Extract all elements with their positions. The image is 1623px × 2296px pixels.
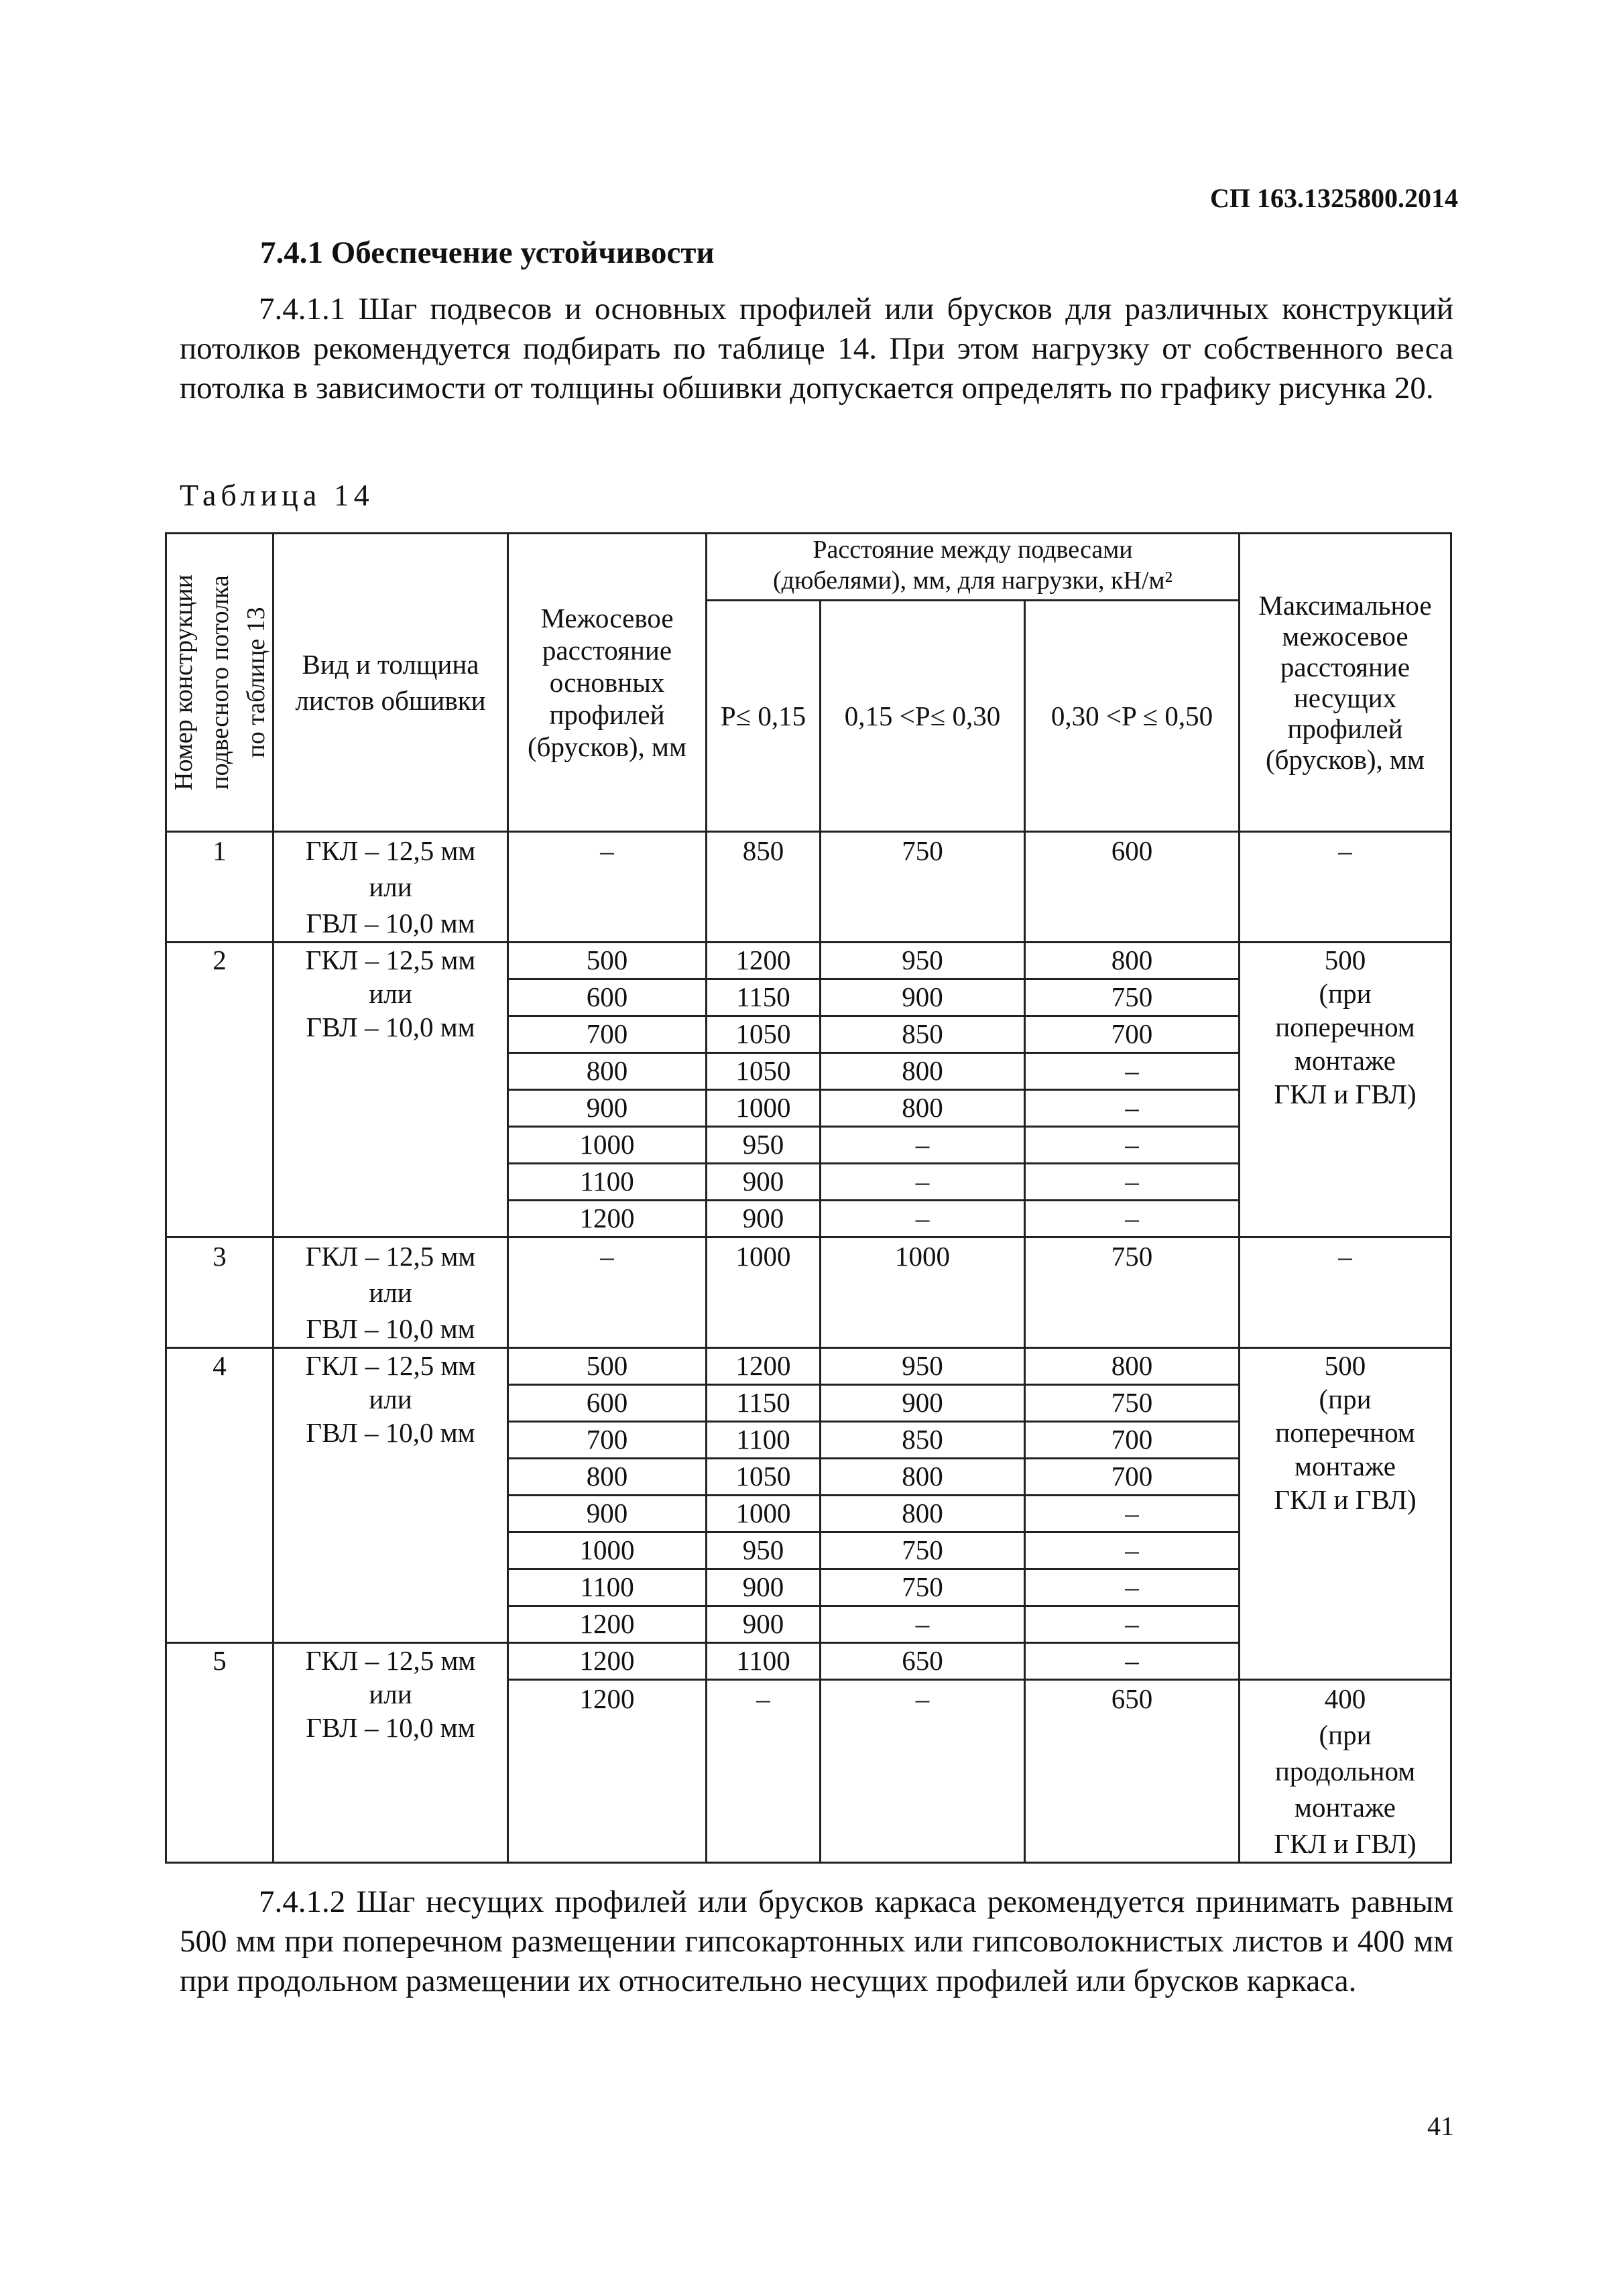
table-row: 1200 900 – – [166, 1606, 1451, 1643]
paragraph-7-4-1-1: 7.4.1.1 Шаг подвесов и основных профилей или брусков для различных конструкций потолков рекомендуется подбирать по таблице 14. При этом нагрузку от собственного веса потолка в зависимости от толщины обшивки допускается определять по графику рисунка 20. [180, 292, 1453, 406]
paragraph-7-4-1-2: 7.4.1.2 Шаг несущих профилей или брусков каркаса рекомендуется принимать равным 500 мм при поперечном размещении гипсокартонных или гипсоволокнистых листов и 400 мм при продольном размещении их относительно несущих профилей или брусков каркаса. [180, 1884, 1453, 1998]
table-row: 2 ГКЛ – 12,5 мм или ГВЛ – 10,0 мм 500 1200 950 800 500 (при поперечном монтаже ГКЛ и ГВЛ) [166, 943, 1451, 979]
table-row: 700 1100 850 700 [166, 1422, 1451, 1459]
header-construction-no: Номер конструкции подвесного потолка по таблице 13 [166, 534, 274, 832]
table-row: 1100 900 750 – [166, 1569, 1451, 1606]
header-load-1: P≤ 0,15 [707, 600, 821, 831]
table-row: 1200 900 – – [166, 1201, 1451, 1237]
header-load-3: 0,30 <P ≤ 0,50 [1025, 600, 1240, 831]
table-caption: Таблица 14 [180, 478, 374, 512]
header-max-spacing: Максимальное межосевое расстояние несущих профилей (брусков), мм [1240, 534, 1451, 832]
table-14 [165, 532, 1452, 1864]
table-row: 5 ГКЛ – 12,5 мм или ГВЛ – 10,0 мм 1200 1100 650 – [166, 1643, 1451, 1680]
table-row: 900 1000 800 – [166, 1090, 1451, 1127]
header-main-spacing: Межосевое расстояние основных профилей (брусков), мм [508, 534, 707, 832]
table-row: 4 ГКЛ – 12,5 мм или ГВЛ – 10,0 мм 500 1200 950 800 500 (при поперечном монтаже ГКЛ и ГВЛ) [166, 1348, 1451, 1385]
table-header-row-1 [166, 534, 1451, 601]
header-sheet-type: Вид и толщина листов обшивки [274, 534, 508, 832]
section-heading: 7.4.1 Обеспечение устойчивости [260, 235, 715, 270]
table-row: 1000 950 – – [166, 1127, 1451, 1164]
header-hanger-distance: Расстояние между подвесами (дюбелями), мм, для нагрузки, кН/м² [707, 534, 1240, 601]
table-row: 1000 950 750 – [166, 1532, 1451, 1569]
table-row: 600 1150 900 750 [166, 979, 1451, 1016]
standard-code: СП 163.1325800.2014 [1210, 183, 1458, 213]
page-number: 41 [1427, 2111, 1454, 2141]
table-row: 700 1050 850 700 [166, 1016, 1451, 1053]
table-row: 1100 900 – – [166, 1164, 1451, 1201]
table-row: 1 ГКЛ – 12,5 мм или ГВЛ – 10,0 мм – 850 750 600 – [166, 832, 1451, 943]
table-row: 800 1050 800 – [166, 1053, 1451, 1090]
table-row: 3 ГКЛ – 12,5 мм или ГВЛ – 10,0 мм – 1000 1000 750 – [166, 1237, 1451, 1348]
table-row: 800 1050 800 700 [166, 1459, 1451, 1496]
table-row: 900 1000 800 – [166, 1496, 1451, 1532]
table-row: 600 1150 900 750 [166, 1385, 1451, 1422]
table-row: 1200 – – 650 400 (при продольном монтаже ГКЛ и ГВЛ) [166, 1680, 1451, 1863]
header-load-2: 0,15 <P≤ 0,30 [821, 600, 1025, 831]
